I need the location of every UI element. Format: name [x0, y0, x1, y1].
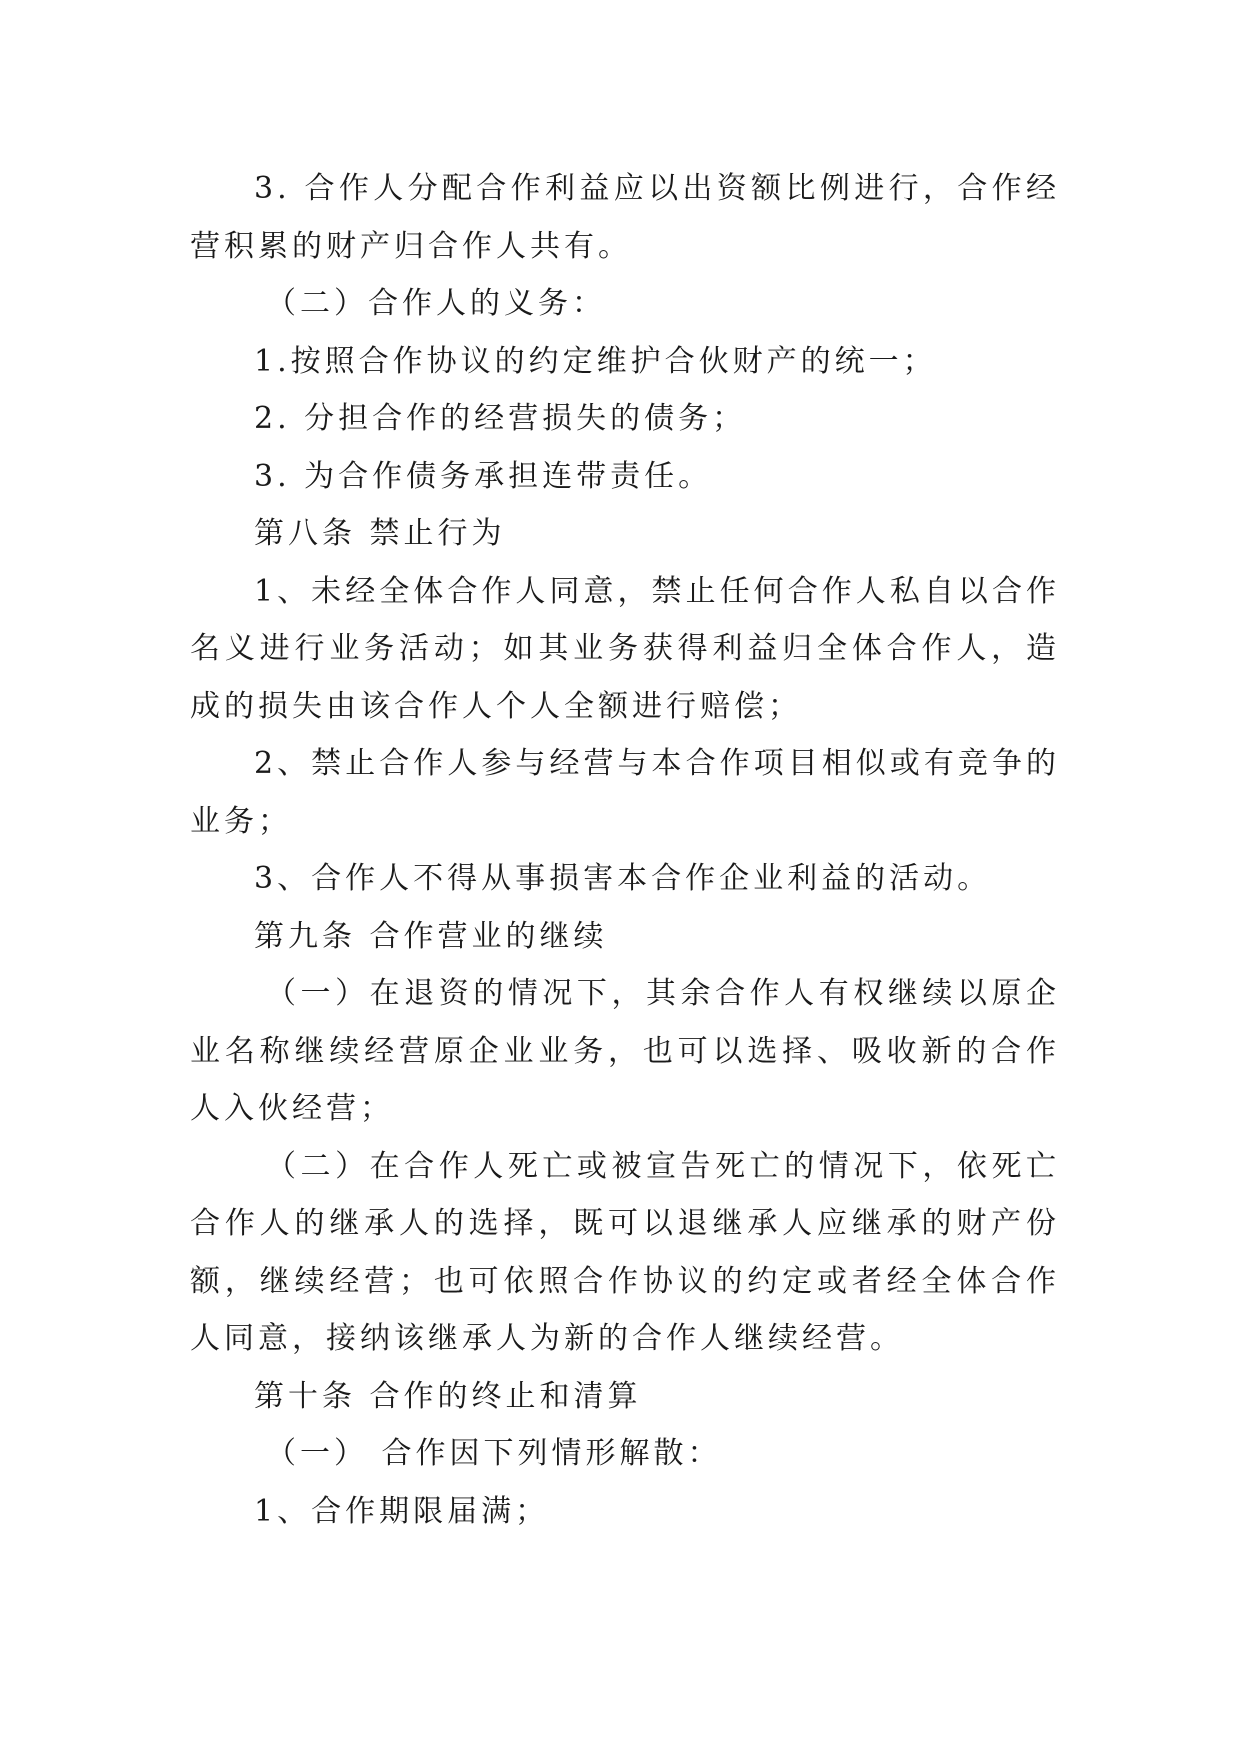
paragraph-obligation-2: 2. 分担合作的经营损失的债务； — [254, 401, 747, 436]
paragraph-continuation-1: （一）在退资的情况下，其余合作人有权继续以原企业名称继续经营原企业业务，也可以选择、吸收新的合作人入伙经营； — [190, 976, 1060, 1126]
paragraph-continuation-2: （二）在合作人死亡或被宣告死亡的情况下，依死亡合作人的继承人的选择，既可以退继承人应继承的财产份额，继续经营；也可依照合作协议的约定或者经全体合作人同意，接纳该继承人为新的合作人继续经营。 — [190, 1148, 1060, 1356]
paragraph-prohibition-3: 3、合作人不得从事损害本合作企业利益的活动。 — [254, 861, 992, 896]
paragraph-dissolution-heading: （一） 合作因下列情形解散： — [266, 1436, 722, 1471]
article-9-heading: 第九条 合作营业的继续 — [254, 918, 608, 954]
article-10-heading: 第十条 合作的终止和清算 — [254, 1378, 642, 1414]
paragraph-prohibition-2: 2、禁止合作人参与经营与本合作项目相似或有竞争的业务； — [190, 746, 1060, 839]
article-8-heading: 第八条 禁止行为 — [254, 516, 506, 551]
document-body — [190, 160, 1060, 1540]
paragraph-profit-distribution: 3. 合作人分配合作利益应以出资额比例进行，合作经营积累的财产归合作人共有。 — [190, 171, 1060, 264]
paragraph-obligation-1: 1.按照合作协议的约定维护合伙财产的统一； — [254, 343, 937, 379]
paragraph-obligations-heading: （二）合作人的义务： — [266, 286, 606, 321]
paragraph-prohibition-1: 1、未经全体合作人同意，禁止任何合作人私自以合作名义进行业务活动；如其业务获得利益归全体合作人，造成的损失由该合作人个人全额进行赔偿； — [190, 573, 1060, 724]
paragraph-dissolution-1: 1、合作期限届满； — [254, 1493, 550, 1529]
paragraph-obligation-3: 3. 为合作债务承担连带责任。 — [254, 458, 713, 494]
